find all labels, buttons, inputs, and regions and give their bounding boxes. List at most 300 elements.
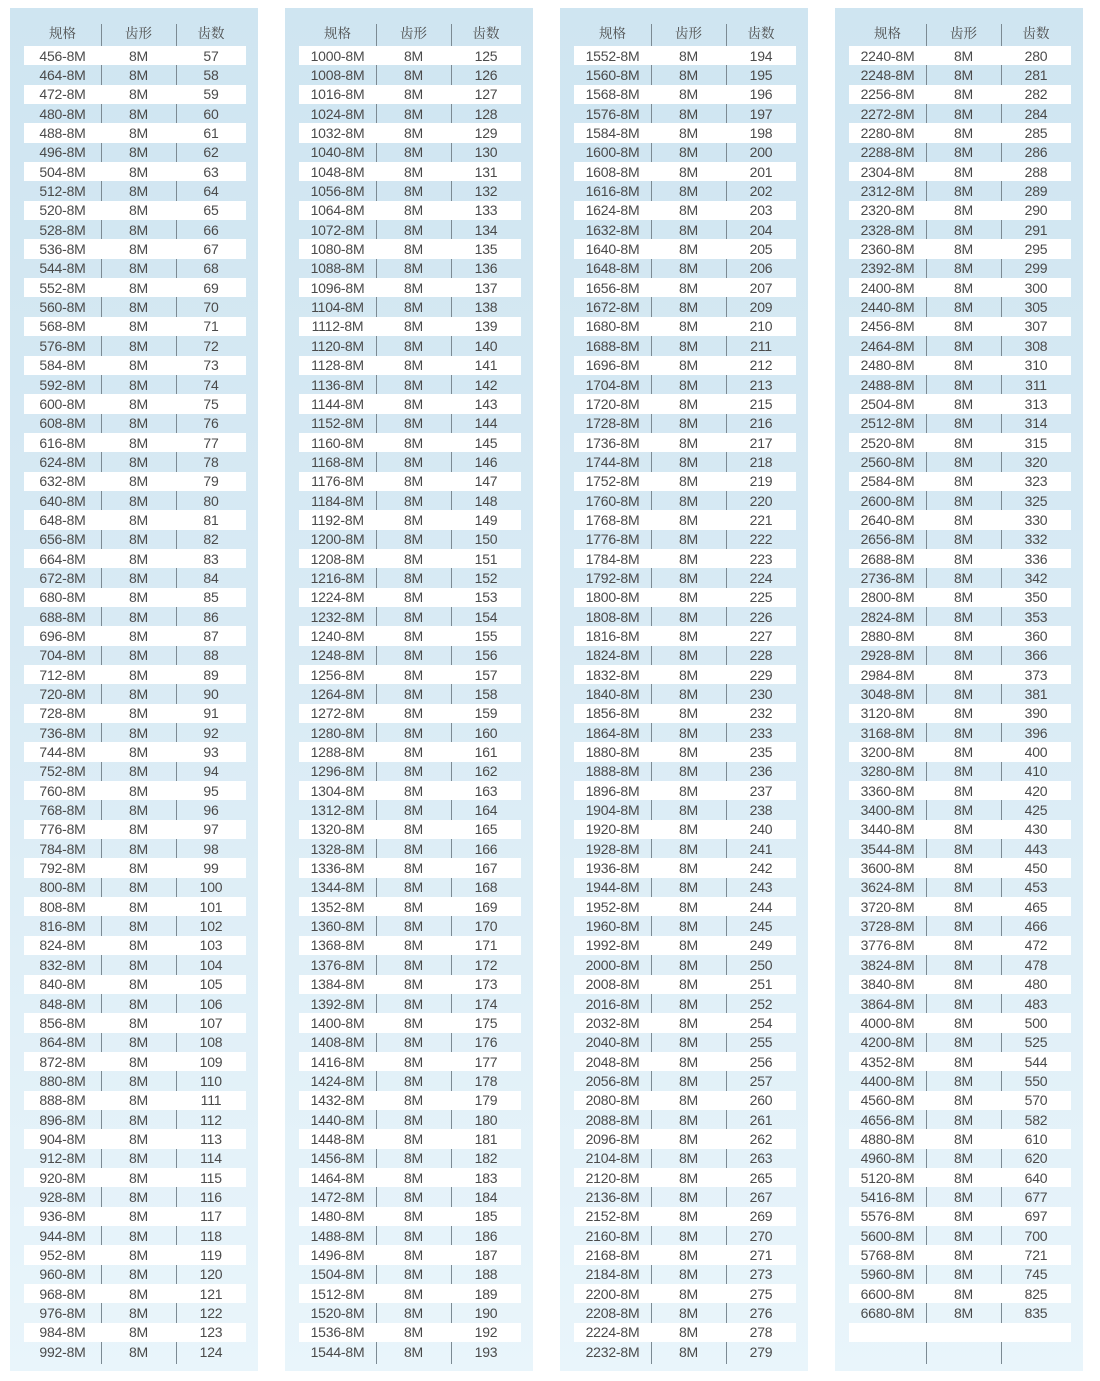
cell-tooth-count: 190 [474,1305,498,1322]
cell-spec: 1888-8M [585,763,640,780]
cell-tooth-count: 126 [474,67,498,84]
cell-tooth-count: 233 [749,724,773,741]
cell-tooth-profile: 8M [128,67,149,84]
cell-tooth-profile: 8M [678,666,699,683]
cell-tooth-count: 420 [1024,782,1048,799]
table-row [24,297,246,316]
cell-tooth-profile: 8M [678,898,699,915]
table-row [574,452,796,471]
table-row [574,356,796,375]
cell-tooth-profile: 8M [953,860,974,877]
cell-spec: 544-8M [39,260,86,277]
cell-spec: 1632-8M [585,221,640,238]
cell-tooth-profile: 8M [953,918,974,935]
cell-tooth-count: 69 [203,279,219,296]
cell-tooth-count: 290 [1024,202,1048,219]
cell-tooth-count: 242 [749,860,773,877]
cell-tooth-count: 175 [474,1014,498,1031]
cell-spec: 528-8M [39,221,86,238]
cell-tooth-profile: 8M [953,1034,974,1051]
cell-tooth-profile: 8M [678,395,699,412]
cell-tooth-count: 180 [474,1111,498,1128]
cell-tooth-profile: 8M [403,821,424,838]
cell-tooth-profile: 8M [678,724,699,741]
table-row [574,646,796,665]
cell-tooth-count: 177 [474,1053,498,1070]
cell-tooth-profile: 8M [678,1305,699,1322]
table-row [24,607,246,626]
cell-tooth-profile: 8M [678,279,699,296]
header-tooth-count: 齿数 [1022,26,1050,41]
cell-spec: 1304-8M [310,782,365,799]
cell-spec: 904-8M [39,1130,86,1147]
cell-tooth-profile: 8M [403,647,424,664]
cell-spec: 808-8M [39,898,86,915]
table-row [299,684,521,703]
header-spec: 规格 [49,26,76,41]
cell-tooth-count: 158 [474,686,498,703]
cell-tooth-count: 115 [200,1169,222,1186]
cell-tooth-profile: 8M [128,898,149,915]
cell-spec: 2640-8M [860,511,915,528]
cell-tooth-count: 396 [1024,724,1048,741]
table-body [24,46,246,1361]
cell-spec: 1704-8M [585,376,640,393]
cell-spec: 552-8M [39,279,86,296]
cell-tooth-count: 216 [749,415,773,432]
table-row [24,220,246,239]
cell-tooth-profile: 8M [128,183,149,200]
table-row [849,936,1071,955]
cell-tooth-count: 320 [1024,453,1048,470]
cell-tooth-count: 203 [749,202,773,219]
table-row [574,568,796,587]
table-row [299,626,521,645]
cell-tooth-profile: 8M [403,473,424,490]
cell-tooth-count: 400 [1024,744,1048,761]
table-row [299,897,521,916]
cell-tooth-count: 179 [474,1092,498,1109]
cell-tooth-count: 640 [1024,1169,1048,1186]
table-row [849,1052,1071,1071]
table-row [574,878,796,897]
table-row [299,181,521,200]
cell-spec: 880-8M [39,1072,86,1089]
cell-tooth-count: 109 [199,1053,223,1070]
cell-tooth-count: 241 [749,840,773,857]
cell-tooth-profile: 8M [128,415,149,432]
table-row [574,955,796,974]
table-row [299,588,521,607]
cell-spec: 1208-8M [310,550,365,567]
cell-tooth-count: 278 [749,1324,773,1341]
cell-spec: 2504-8M [860,395,915,412]
cell-tooth-count: 332 [1024,531,1048,548]
cell-tooth-count: 500 [1024,1014,1048,1031]
cell-tooth-profile: 8M [128,918,149,935]
table-row [574,1033,796,1052]
cell-tooth-count: 167 [474,860,498,877]
cell-tooth-count: 252 [749,995,773,1012]
cell-tooth-profile: 8M [128,1169,149,1186]
cell-spec: 2456-8M [860,318,915,335]
cell-tooth-count: 62 [203,144,219,161]
cell-tooth-profile: 8M [678,1169,699,1186]
cell-tooth-count: 314 [1024,415,1048,432]
cell-spec: 1776-8M [585,531,640,548]
cell-tooth-profile: 8M [953,1227,974,1244]
cell-tooth-profile: 8M [128,1305,149,1322]
table-row [574,1187,796,1206]
cell-spec: 1152-8M [311,415,364,432]
cell-spec: 1392-8M [310,995,365,1012]
table-row [849,491,1071,510]
cell-spec: 512-8M [39,183,86,200]
cell-spec: 1224-8M [310,589,365,606]
cell-tooth-count: 193 [474,1343,498,1360]
cell-spec: 1496-8M [310,1246,365,1263]
cell-tooth-profile: 8M [953,782,974,799]
table-panel-2 [285,8,533,1371]
cell-tooth-count: 79 [203,473,219,490]
cell-tooth-count: 229 [749,666,773,683]
cell-tooth-count: 223 [749,550,773,567]
table-row [24,414,246,433]
table-row [574,781,796,800]
cell-tooth-profile: 8M [953,821,974,838]
cell-tooth-profile: 8M [953,802,974,819]
cell-spec: 720-8M [39,686,86,703]
table-body [849,46,1071,1361]
cell-spec: 2312-8M [860,183,915,200]
cell-tooth-count: 570 [1024,1092,1048,1109]
table-row [574,1071,796,1090]
cell-tooth-count: 260 [749,1092,773,1109]
cell-tooth-profile: 8M [953,1305,974,1322]
table-row [24,472,246,491]
table-row [574,1323,796,1342]
table-row [849,1284,1071,1303]
table-row [574,201,796,220]
cell-tooth-profile: 8M [403,1034,424,1051]
cell-spec: 1880-8M [585,744,640,761]
cell-tooth-count: 63 [203,163,219,180]
cell-tooth-profile: 8M [953,705,974,722]
cell-spec: 856-8M [39,1014,86,1031]
table-row [24,1033,246,1052]
cell-tooth-count: 146 [474,453,498,470]
cell-tooth-count: 100 [199,879,223,896]
cell-tooth-profile: 8M [128,395,149,412]
cell-tooth-count: 182 [474,1150,498,1167]
table-row [24,1342,246,1361]
table-row [299,568,521,587]
table-row [849,1323,1071,1342]
cell-spec: 968-8M [39,1285,86,1302]
table-row [574,239,796,258]
cell-tooth-count: 480 [1024,976,1048,993]
cell-spec: 1560-8M [585,67,640,84]
table-row [574,336,796,355]
cell-tooth-profile: 8M [953,299,974,316]
cell-tooth-count: 119 [200,1246,222,1263]
cell-tooth-profile: 8M [678,1130,699,1147]
table-row [849,472,1071,491]
cell-tooth-profile: 8M [403,67,424,84]
table-row [24,1226,246,1245]
cell-tooth-count: 366 [1024,647,1048,664]
cell-spec: 4200-8M [860,1034,915,1051]
cell-tooth-count [1001,1323,1071,1342]
table-row [24,742,246,761]
cell-spec: 1992-8M [585,937,640,954]
cell-tooth-profile: 8M [678,744,699,761]
cell-tooth-profile: 8M [953,337,974,354]
cell-spec: 1072-8M [310,221,365,238]
table-row [24,259,246,278]
cell-tooth-count: 151 [474,550,498,567]
cell-tooth-profile: 8M [953,937,974,954]
cell-tooth-count: 307 [1024,318,1048,335]
cell-tooth-count: 325 [1024,492,1048,509]
cell-spec: 1768-8M [585,511,640,528]
cell-tooth-profile: 8M [403,531,424,548]
cell-tooth-profile: 8M [403,1130,424,1147]
cell-spec: 2360-8M [860,241,915,258]
table-row [299,239,521,258]
cell-tooth-profile: 8M [128,1227,149,1244]
cell-tooth-profile: 8M [403,686,424,703]
cell-spec: 2272-8M [860,105,915,122]
cell-tooth-profile: 8M [953,1053,974,1070]
cell-tooth-count: 189 [474,1285,498,1302]
cell-tooth-profile: 8M [403,492,424,509]
cell-spec: 2184-8M [585,1266,640,1283]
table-row [24,665,246,684]
cell-tooth-count: 263 [749,1150,773,1167]
cell-tooth-count: 159 [474,705,498,722]
table-row [299,433,521,452]
cell-tooth-profile: 8M [128,1324,149,1341]
cell-tooth-count: 700 [1024,1227,1048,1244]
cell-tooth-count: 122 [199,1305,223,1322]
table-row [574,665,796,684]
cell-tooth-count: 212 [749,357,773,374]
cell-spec: 2288-8M [860,144,915,161]
table-row [24,1168,246,1187]
table-row [849,723,1071,742]
table-row [299,1033,521,1052]
cell-tooth-count: 140 [474,337,498,354]
table-row [299,278,521,297]
cell-tooth-profile: 8M [678,763,699,780]
cell-tooth-profile: 8M [953,550,974,567]
cell-tooth-profile: 8M [128,666,149,683]
cell-tooth-count: 410 [1024,763,1048,780]
table-row [849,665,1071,684]
cell-tooth-count: 66 [203,221,219,238]
table-row [849,626,1071,645]
cell-spec: 976-8M [39,1305,86,1322]
cell-tooth-count: 173 [474,976,498,993]
cell-tooth-count: 121 [199,1285,223,1302]
cell-spec: 1728-8M [585,415,640,432]
table-row [24,278,246,297]
cell-tooth-profile: 8M [128,47,149,64]
cell-spec: 496-8M [39,144,86,161]
table-row [574,626,796,645]
cell-spec: 1432-8M [310,1092,365,1109]
table-row [849,143,1071,162]
table-row [849,704,1071,723]
cell-tooth-profile: 8M [953,1285,974,1302]
table-row [299,1245,521,1264]
cell-tooth-profile: 8M [678,1266,699,1283]
cell-tooth-count: 280 [1024,47,1048,64]
cell-tooth-count: 201 [749,163,773,180]
cell-tooth-count: 88 [203,647,219,664]
cell-tooth-count: 381 [1024,686,1048,703]
cell-spec: 2160-8M [585,1227,640,1244]
cell-tooth-count: 430 [1024,821,1048,838]
cell-spec: 2200-8M [585,1285,640,1302]
cell-spec: 576-8M [39,337,86,354]
table-row [574,762,796,781]
cell-spec: 2800-8M [860,589,915,606]
table-row [574,684,796,703]
table-row [574,394,796,413]
cell-tooth-count: 835 [1024,1305,1048,1322]
cell-tooth-profile: 8M [678,492,699,509]
cell-tooth-count: 57 [203,47,219,64]
cell-tooth-count: 195 [749,67,773,84]
table-row [849,684,1071,703]
cell-tooth-count: 425 [1024,802,1048,819]
cell-tooth-profile: 8M [953,163,974,180]
table-row [24,394,246,413]
cell-spec: 1504-8M [310,1266,365,1283]
cell-spec: 952-8M [39,1246,86,1263]
table-row [299,839,521,858]
cell-tooth-count: 154 [474,608,498,625]
cell-spec: 2512-8M [860,415,915,432]
table-row [299,1207,521,1226]
cell-tooth-profile: 8M [403,434,424,451]
cell-tooth-profile: 8M [403,125,424,142]
cell-tooth-count: 145 [474,434,498,451]
table-row [849,839,1071,858]
table-row [574,472,796,491]
cell-tooth-profile: 8M [678,221,699,238]
cell-tooth-profile: 8M [403,840,424,857]
cell-tooth-count: 227 [749,627,773,644]
cell-spec: 672-8M [39,569,86,586]
cell-tooth-profile: 8M [403,1072,424,1089]
cell-tooth-count: 224 [749,569,773,586]
table-row [574,162,796,181]
cell-spec: 3360-8M [860,782,915,799]
table-row [24,994,246,1013]
header-spec: 规格 [599,26,626,41]
cell-tooth-profile: 8M [953,105,974,122]
cell-tooth-profile: 8M [128,337,149,354]
table-row [849,375,1071,394]
table-row [299,916,521,935]
table-row [299,1013,521,1032]
cell-spec: 1368-8M [310,937,365,954]
cell-tooth-profile: 8M [128,299,149,316]
cell-spec: 816-8M [39,918,86,935]
cell-tooth-profile: 8M [678,627,699,644]
cell-spec: 456-8M [39,47,86,64]
cell-tooth-profile: 8M [678,1111,699,1128]
cell-tooth-count: 721 [1024,1246,1048,1263]
cell-tooth-count: 285 [1024,125,1048,142]
cell-tooth-count: 160 [474,724,498,741]
cell-tooth-count: 235 [749,744,773,761]
cell-spec: 864-8M [39,1034,86,1051]
cell-spec: 1920-8M [585,821,640,838]
table-row [849,356,1071,375]
cell-spec: 848-8M [39,995,86,1012]
cell-tooth-profile: 8M [403,995,424,1012]
cell-tooth-profile: 8M [678,976,699,993]
table-row [24,820,246,839]
table-row [849,781,1071,800]
cell-spec: 1808-8M [585,608,640,625]
table-row [574,123,796,142]
cell-tooth-profile: 8M [678,434,699,451]
cell-tooth-count: 188 [474,1266,498,1283]
cell-spec: 2224-8M [585,1324,640,1341]
cell-tooth-count: 112 [200,1111,222,1128]
table-row [849,1033,1071,1052]
cell-spec: 1000-8M [310,47,365,64]
cell-spec: 656-8M [39,531,86,548]
table-row [299,356,521,375]
cell-spec: 2048-8M [585,1053,640,1070]
cell-tooth-count: 202 [749,183,773,200]
table-row [849,162,1071,181]
cell-tooth-profile: 8M [128,686,149,703]
cell-tooth-profile: 8M [403,937,424,954]
table-row [574,65,796,84]
cell-tooth-profile: 8M [953,840,974,857]
cell-tooth-count: 205 [749,241,773,258]
cell-spec: 4352-8M [860,1053,915,1070]
cell-tooth-profile: 8M [128,995,149,1012]
cell-spec: 1264-8M [310,686,365,703]
cell-tooth-profile: 8M [953,724,974,741]
cell-tooth-profile: 8M [953,1092,974,1109]
cell-spec: 920-8M [39,1169,86,1186]
cell-tooth-count: 213 [749,376,773,393]
cell-spec: 1960-8M [585,918,640,935]
cell-tooth-count: 70 [203,299,219,316]
cell-tooth-profile: 8M [128,144,149,161]
cell-tooth-profile: 8M [678,1150,699,1167]
cell-spec: 4000-8M [860,1014,915,1031]
table-row [24,1284,246,1303]
cell-tooth-count: 103 [199,937,223,954]
cell-spec: 1752-8M [585,473,640,490]
cell-tooth-count: 116 [200,1188,222,1205]
table-row [299,46,521,65]
cell-tooth-count: 237 [749,782,773,799]
table-panel-1 [10,8,258,1371]
cell-tooth-profile: 8M [403,724,424,741]
cell-tooth-profile: 8M [678,125,699,142]
